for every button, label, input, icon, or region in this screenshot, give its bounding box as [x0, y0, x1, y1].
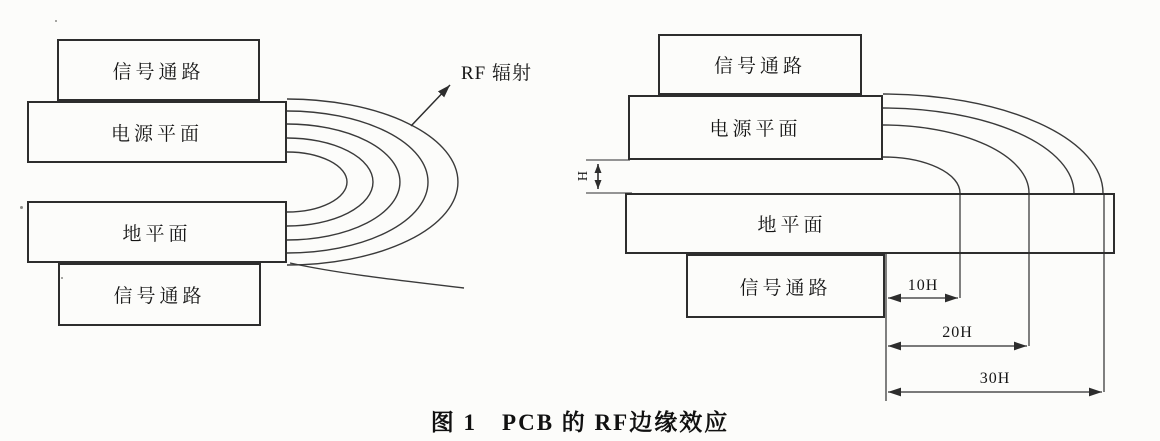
field-arc: [287, 111, 428, 253]
dim-label-10h: 10H: [907, 277, 939, 294]
right-signal-bottom-label: 信号通路: [739, 277, 832, 299]
rf-radiation-arrow: [411, 85, 450, 126]
h-dimension: [586, 160, 632, 193]
dim-label-20h: 20H: [942, 324, 973, 341]
left-signal-bottom-label: 信号通路: [113, 286, 206, 307]
h-spacing-label: H: [574, 170, 589, 182]
scan-speck: [20, 206, 23, 209]
field-arc: [287, 152, 347, 212]
left-power-plane-layer: [27, 101, 287, 163]
field-arc: [883, 157, 960, 193]
rf-radiation-label: RF 辐射: [461, 63, 532, 84]
arrow-line: [411, 85, 450, 126]
field-arc: [883, 108, 1074, 193]
field-tail-line: [290, 263, 464, 288]
left-signal-top-label: 信号通路: [112, 61, 205, 83]
right-power-plane-layer: [628, 95, 883, 160]
left-ground-plane-layer: [27, 201, 287, 263]
field-arc: [883, 94, 1103, 193]
right-signal-top-layer: [658, 34, 862, 95]
dim-label-30h: 30H: [979, 370, 1011, 387]
figure-caption: 图 1 PCB 的 RF边缘效应: [430, 410, 730, 435]
left-field-arcs: [287, 99, 464, 288]
scan-speck: [55, 20, 57, 22]
field-arc: [287, 138, 373, 226]
field-arc: [883, 125, 1029, 193]
field-arc: [287, 124, 400, 240]
scan-speck: [61, 277, 63, 279]
right-ground-plane-label: 地平面: [757, 215, 827, 236]
left-power-plane-label: 电源平面: [110, 123, 203, 145]
right-signal-bottom-layer: [686, 254, 885, 318]
left-signal-top-layer: [57, 39, 260, 101]
right-field-arcs: [883, 94, 1103, 193]
right-power-plane-label: 电源平面: [709, 119, 802, 140]
right-signal-top-label: 信号通路: [713, 56, 806, 77]
field-arc: [287, 99, 458, 265]
right-ground-plane-layer: [625, 193, 1115, 254]
left-ground-plane-label: 地平面: [122, 223, 192, 245]
left-signal-bottom-layer: [58, 263, 261, 326]
